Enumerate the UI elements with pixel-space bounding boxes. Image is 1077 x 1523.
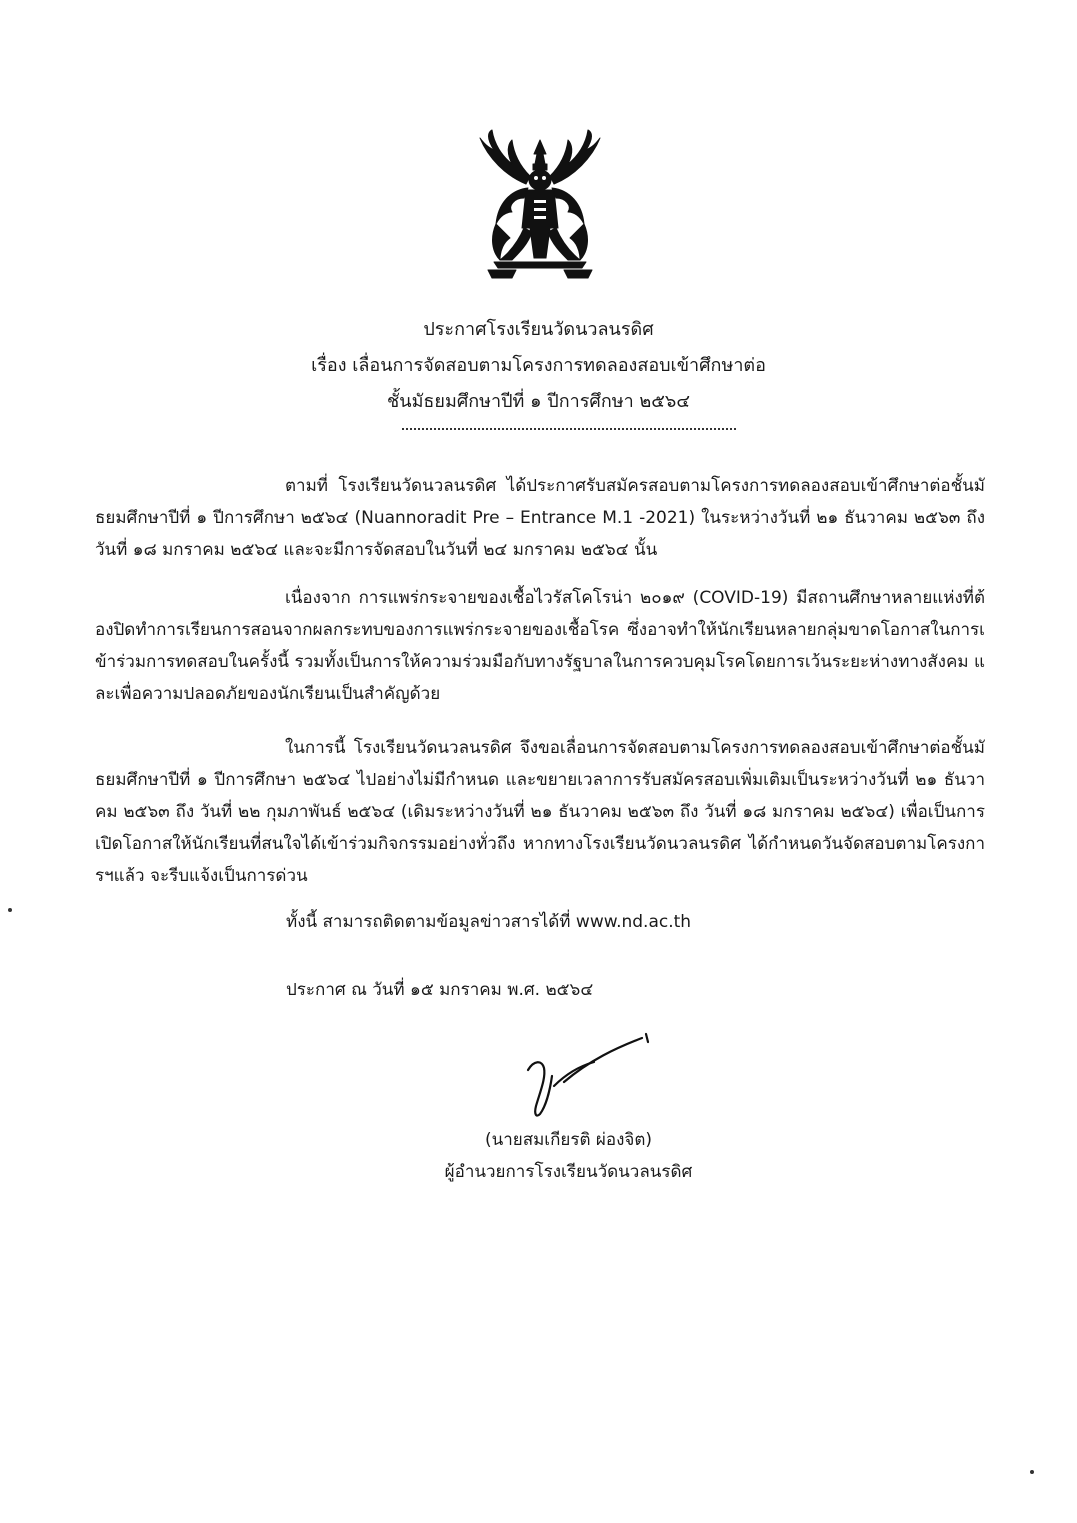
- signatory-name: (นายสมเกียรติ ผ่องจิต): [484, 1130, 653, 1150]
- paragraph-decision-text: ในการนี้ โรงเรียนวัดนวลนรดิศ จึงขอเลื่อนการจัดสอบตามโครงการทดลองสอบเข้าศึกษาต่อชั้นมัธยมศึกษาปีที่ ๑ ปีการศึกษา ๒๕๖๔ ไปอย่างไม่มีกำหนด และขยายเวลาการรับสมัครสอบเพิ่มเติมเป็นระหว่างวันที่ ๒๑ ธันวาคม ๒๕๖๓ ถึง วันที่ ๒๒ กุมภาพันธ์ ๒๕๖๔ (เดิมระหว่างวันที่ ๒๑ ธันวาคม ๒๕๖๓ ถึง วันที่ ๑๘ มกราคม ๒๕๖๔) เพื่อเป็นการเปิดโอกาสให้นักเรียนที่สนใจได้เข้าร่วมกิจกรรมอย่างทั่วถึง หากทางโรงเรียนวัดนวลนรดิศ ได้กำหนดวันจัดสอบตามโครงการฯแล้ว จะรีบแจ้งเป็นการด่วน: [95, 738, 985, 886]
- signatory-position: ผู้อำนวยการโรงเรียนวัดนวลนรดิศ: [444, 1162, 693, 1182]
- paragraph-background-text: ตามที่ โรงเรียนวัดนวลนรดิศ ได้ประกาศรับสมัครสอบตามโครงการทดลองสอบเข้าศึกษาต่อชั้นมัธยมศึกษาปีที่ ๑ ปีการศึกษา ๒๕๖๔ (Nuannoradit Pre – Entrance M.1 -2021) ในระหว่างวันที่ ๒๑ ธันวาคม ๒๕๖๓ ถึง วันที่ ๑๘ มกราคม ๒๕๖๔ และจะมีการจัดสอบในวันที่ ๒๔ มกราคม ๒๕๖๔ นั้น: [95, 476, 985, 560]
- paragraph-website: ทั้งนี้ สามารถติดตามข้อมูลข่าวสารได้ที่ www.nd.ac.th: [286, 912, 692, 932]
- announcement-grade-year: ชั้นมัธยมศึกษาปีที่ ๑ ปีการศึกษา ๒๕๖๔: [387, 391, 690, 412]
- scan-speck: [1030, 1470, 1034, 1474]
- announcement-title: ประกาศโรงเรียนวัดนวลนรดิศ: [423, 319, 654, 340]
- handwritten-signature-icon: [520, 1030, 660, 1130]
- paragraph-reason-text: เนื่องจาก การแพร่กระจายของเชื้อไวรัสโคโรน่า ๒๐๑๙ (COVID-19) มีสถานศึกษาหลายแห่งที่ต้องปิดทำการเรียนการสอนจากผลกระทบของการแพร่กระจายของเชื้อโรค ซึ่งอาจทำให้นักเรียนหลายกลุ่มขาดโอกาสในการเข้าร่วมการทดสอบในครั้งนี้ รวมทั้งเป็นการให้ความร่วมมือกับทางรัฐบาลในการควบคุมโรคโดยการเว้นระยะห่างทางสังคม และเพื่อความปลอดภัยของนักเรียนเป็นสำคัญด้วย: [95, 588, 985, 704]
- paragraph-background: [95, 470, 985, 566]
- scan-speck: [8, 908, 12, 912]
- announce-date: ประกาศ ณ วันที่ ๑๕ มกราคม พ.ศ. ๒๕๖๔: [286, 980, 594, 1000]
- header-divider: [402, 428, 736, 430]
- announcement-subject: เรื่อง เลื่อนการจัดสอบตามโครงการทดลองสอบเข้าศึกษาต่อ: [311, 355, 766, 376]
- paragraph-reason: [95, 582, 985, 710]
- garuda-emblem-icon: [466, 128, 614, 288]
- paragraph-decision: [95, 732, 985, 892]
